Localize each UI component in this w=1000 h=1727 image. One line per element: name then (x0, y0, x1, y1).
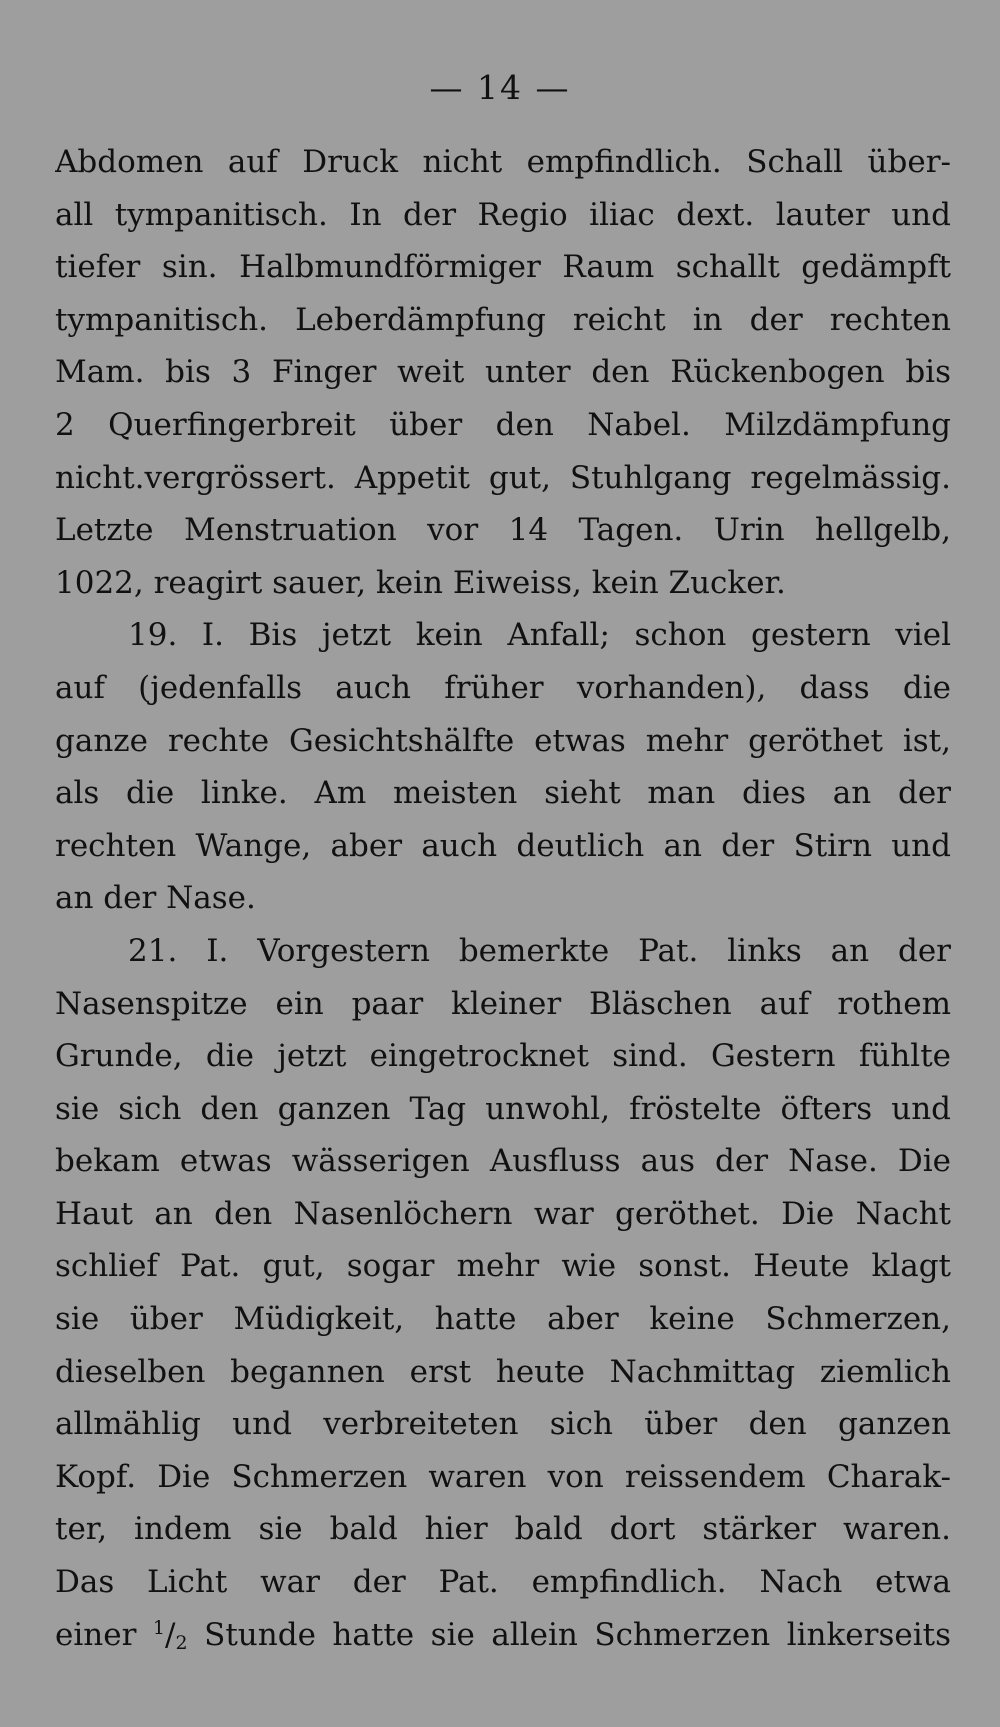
text-line: auf (jedenfalls auch früher vorhanden), dass die (55, 669, 951, 706)
text-line: Mam. bis 3 Finger weit unter den Rückenbogen bis (55, 354, 951, 391)
text-line-paragraph-start: 19. I. Bis jetzt kein Anfall; schon gestern viel (128, 617, 951, 654)
text-line: Letzte Menstruation vor 14 Tagen. Urin hellgelb, (55, 512, 951, 549)
text-line: Das Licht war der Pat. empfindlich. Nach etwa (55, 1564, 951, 1601)
text-line: sie über Müdigkeit, hatte aber keine Schmerzen, (55, 1301, 951, 1338)
text-line: 2 Querfingerbreit über den Nabel. Milzdämpfung (55, 406, 951, 443)
text-line: an der Nase. (55, 880, 256, 917)
text-line: Grunde, die jetzt eingetrocknet sind. Gestern fühlte (55, 1038, 951, 1075)
text-line: als die linke. Am meisten sieht man dies an der (55, 775, 951, 812)
page-number: — 14 — (429, 68, 571, 107)
text-line: rechten Wange, aber auch deutlich an der Stirn und (55, 827, 951, 864)
fraction-denominator: 2 (175, 1631, 188, 1654)
text-line: all tympanitisch. In der Regio iliac dext. lauter und (55, 196, 951, 233)
fraction-numerator: 1 (152, 1616, 166, 1639)
text-line: tympanitisch. Leberdämpfung reicht in der rechten (55, 301, 951, 338)
text-line-paragraph-start: 21. I. Vorgestern bemerkte Pat. links an der (128, 932, 951, 969)
text-line-with-fraction (55, 1609, 951, 1662)
text-line: nicht.vergrössert. Appetit gut, Stuhlgang regelmässig. (55, 459, 951, 496)
text-line: dieselben begannen erst heute Nachmittag ziemlich (55, 1353, 951, 1390)
text-line: 1022, reagirt sauer, kein Eiweiss, kein Zucker. (55, 564, 786, 601)
text-line: allmählig und verbreiteten sich über den ganzen (55, 1406, 951, 1443)
line-start-text: einer (55, 1616, 137, 1653)
text-line: bekam etwas wässerigen Ausfluss aus der Nase. Die (55, 1143, 951, 1180)
text-line: Kopf. Die Schmerzen waren von reissendem Charak- (55, 1458, 951, 1495)
line-end-text: Stunde hatte sie allein Schmerzen linkerseits (204, 1616, 951, 1653)
text-line: tiefer sin. Halbmundförmiger Raum schallt gedämpft (55, 249, 951, 286)
text-line: ter, indem sie bald hier bald dort stärker waren. (55, 1511, 951, 1548)
text-line: sie sich den ganzen Tag unwohl, fröstelte öfters und (55, 1090, 951, 1127)
text-line: Abdomen auf Druck nicht empfindlich. Schall über- (55, 144, 951, 180)
text-line: ganze rechte Gesichtshälfte etwas mehr geröthet ist, (55, 722, 951, 759)
fraction-slash: / (165, 1616, 176, 1653)
text-line: Nasenspitze ein paar kleiner Bläschen auf rothem (55, 985, 951, 1022)
text-line: schlief Pat. gut, sogar mehr wie sonst. Heute klagt (55, 1248, 951, 1285)
body-text (55, 136, 951, 1661)
text-line: Haut an den Nasenlöchern war geröthet. Die Nacht (55, 1195, 951, 1232)
